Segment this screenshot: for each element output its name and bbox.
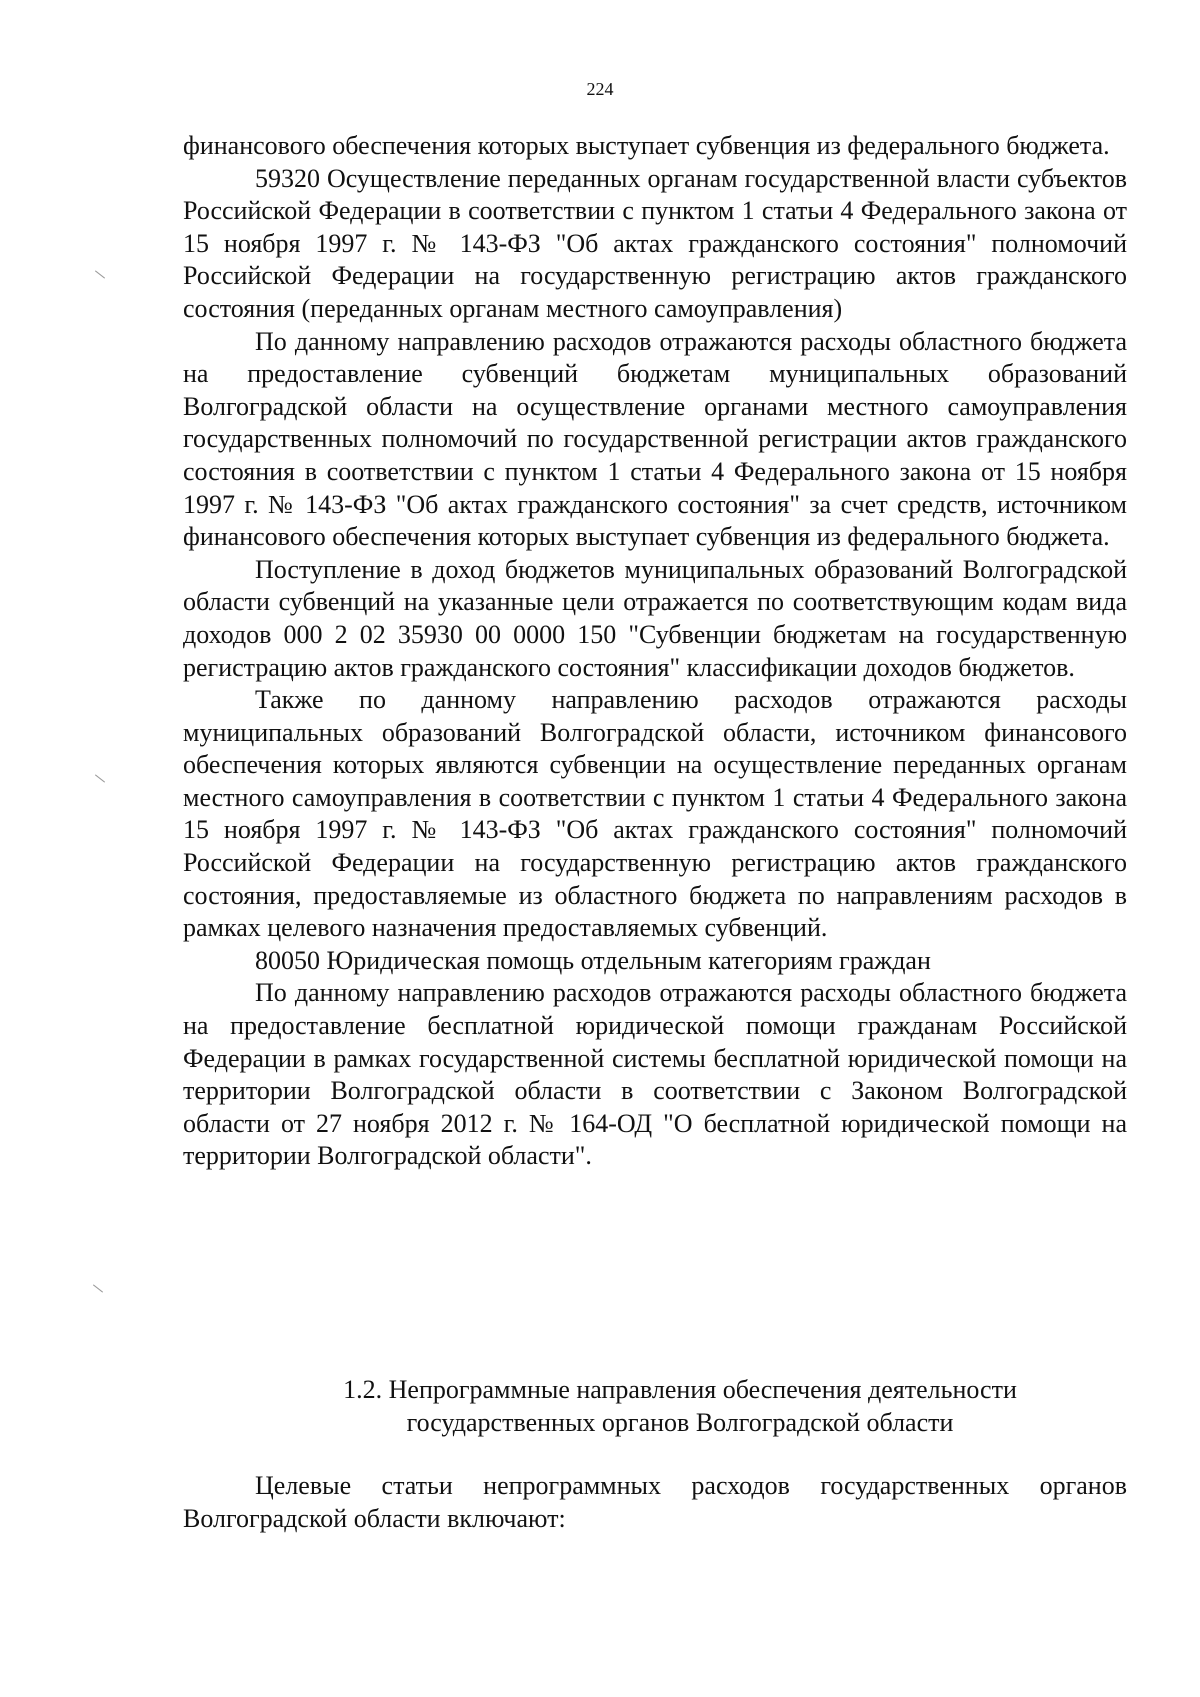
section-heading-line-1: 1.2. Непрограммные направления обеспечения деятельности [343,1375,1017,1404]
paragraph-59320-expenses: По данному направлению расходов отражаются расходы областного бюджета на предоставление субвенций бюджетам муниципальных образований Волгоградской области на осуществление органами местного самоуправления государственных полномочий по государственной регистрации актов гражданского состояния в соответствии с пунктом 1 статьи 4 Федерального закона от 15 ноября 1997 г. № 143-ФЗ "Об актах гражданского состояния" за счет средств, источником финансового обеспечения которых выступает субвенция из федерального бюджета. [183,326,1127,552]
section-heading [300,1374,1060,1439]
paragraph-continuation: финансового обеспечения которых выступает субвенция из федерального бюджета. [183,131,1110,160]
page-number: 224 [586,79,614,99]
document-body [183,130,1127,1173]
paragraph-80050-expenses: По данному направлению расходов отражаются расходы областного бюджета на предоставление бесплатной юридической помощи гражданам Российской Федерации в рамках государственной системы бесплатной юридической помощи на территории Волгоградской области в соответствии с Законом Волгоградской области от 27 ноября 2012 г. № 164-ОД "О бесплатной юридической помощи на территории Волгоградской области". [183,978,1127,1171]
paragraph-59320-income: Поступление в доход бюджетов муниципальных образований Волгоградской области субвенций на указанные цели отражается по соответствующим кодам вида доходов 000 2 02 35930 00 0000 150 "Субвенции бюджетам на государственную регистрацию актов гражданского состояния" классификации доходов бюджетов. [183,554,1127,682]
paragraph-59320-title: 59320 Осуществление переданных органам государственной власти субъектов Российской Федерации в соответствии с пунктом 1 статьи 4 Федерального закона от 15 ноября 1997 г. № 143-ФЗ "Об актах гражданского состояния" полномочий Российской Федерации на государственную регистрацию актов гражданского состояния (переданных органам местного самоуправления) [183,163,1127,323]
scan-mark [93,1284,103,1292]
scan-mark [95,774,105,782]
paragraph-80050-title: 80050 Юридическая помощь отдельным категориям граждан [255,945,931,975]
paragraph-59320-municipal: Также по данному направлению расходов отражаются расходы муниципальных образований Волгоградской области, источником финансового обеспечения которых являются субвенции на осуществление переданных органам местного самоуправления в соответствии с пунктом 1 статьи 4 Федерального закона 15 ноября 1997 г. № 143-ФЗ "Об актах гражданского состояния" полномочий Российской Федерации на государственную регистрацию актов гражданского состояния, предоставляемые из областного бюджета по направлениям расходов в рамках целевого назначения предоставляемых субвенций. [183,685,1127,943]
closing-paragraph: Целевые статьи непрограммных расходов государственных органов Волгоградской области включают: [183,1471,1127,1533]
section-heading-line-2: государственных органов Волгоградской области [406,1407,954,1437]
scan-mark [95,270,105,278]
